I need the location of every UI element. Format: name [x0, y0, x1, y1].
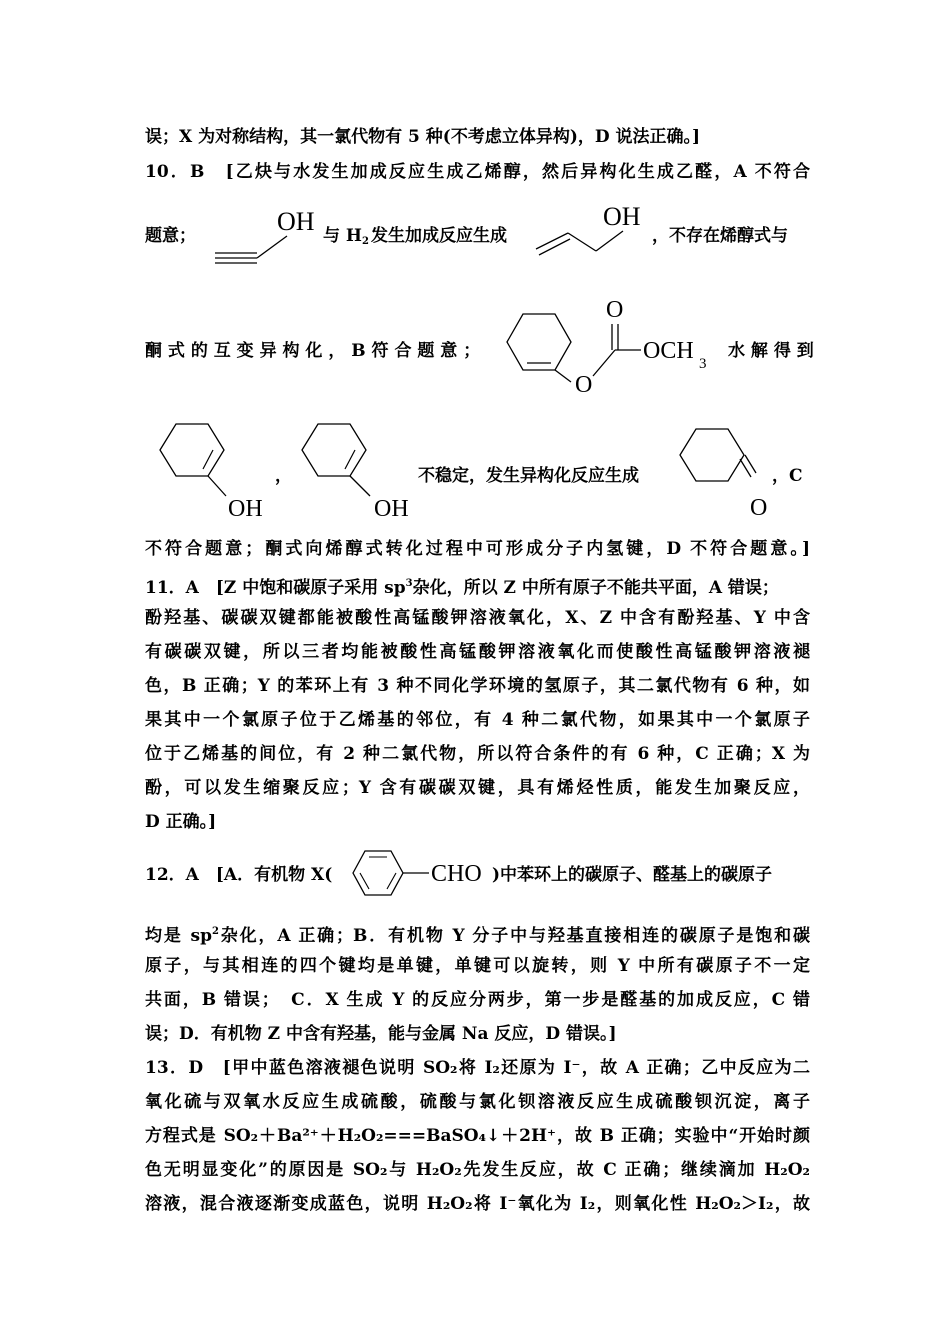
subscript-3: 3 — [699, 356, 707, 372]
cyclohexenol-structure-1 — [148, 420, 273, 525]
text-line: 方程式是 SO₂＋Ba²⁺＋H₂O₂===BaSO₄↓＋2H⁺，故 B 正确；实验中“开始时颜 — [145, 1126, 810, 1146]
text-fragment: 题意； — [145, 226, 196, 246]
text-line: 11．A [Z 中饱和碳原子采用 $sp^3$杂化，所以 Z 中所有原子不能共平面，A 错误； — [145, 578, 779, 598]
text-line: 共面，B 错误； C．X 生成 Y 的反应分两步，第一步是醛基的加成反应，C 错 — [145, 990, 810, 1010]
oh-label: OH — [228, 496, 263, 522]
text-line: 位于乙烯基的间位，有 2 种二氯代物，所以符合条件的有 6 种，C 正确；X 为 — [145, 744, 810, 764]
text-line: 原子，与其相连的四个键均是单键，单键可以旋转，则 Y 中所有碳原子不一定 — [145, 956, 810, 976]
oh-label: OH — [603, 202, 641, 231]
text-fragment: ，不存在烯醇式与 — [652, 226, 788, 246]
o-label: O — [750, 495, 768, 521]
text-line: 13．D [甲中蓝色溶液褪色说明 SO₂将 I₂还原为 I⁻，故 A 正确；乙中反应为二 — [145, 1058, 810, 1078]
text-fragment: 发生加成反应生成 — [371, 226, 507, 246]
text-line: D 正确。] — [145, 812, 217, 832]
text-line: 误；D．有机物 Z 中含有羟基，能与金属 Na 反应，D 错误。] — [145, 1024, 617, 1044]
cho-label: CHO — [431, 861, 482, 887]
o-label: O — [575, 372, 593, 398]
text-fragment: ， — [275, 466, 292, 486]
cyclohexenol-structure-2 — [290, 420, 420, 525]
text-fragment: ，C — [772, 466, 803, 486]
o-label: O — [606, 297, 624, 323]
text-fragment: 酮 式 的 互 变 异 构 化 ， B 符 合 题 意 ； — [145, 341, 481, 361]
text-line: 色，B 正确；Y 的苯环上有 3 种不同化学环境的氢原子，其二氯代物有 6 种，如 — [145, 676, 810, 696]
oh-label: OH — [374, 496, 409, 522]
och-label: OCH — [643, 338, 694, 364]
text-line: 色无明显变化”的原因是 SO₂与 H₂O₂先发生反应，故 C 正确；继续滴加 H₂O₂ — [145, 1160, 810, 1180]
text-line: 酚，可以发生缩聚反应；Y 含有碳碳双键，具有烯烃性质，能发生加聚反应， — [145, 778, 810, 798]
cyclohexanone-structure — [672, 425, 782, 525]
text-fragment: 水 解 得 到 — [728, 341, 814, 361]
text-fragment: 不稳定，发生异构化反应生成 — [418, 466, 639, 486]
benzaldehyde-structure — [345, 843, 495, 903]
propargyl-alcohol-structure — [205, 200, 320, 270]
oh-label: OH — [277, 207, 315, 236]
text-fragment: 12．A [A．有机物 X( — [145, 865, 333, 885]
text-fragment: 与 $H_2$ — [323, 226, 369, 247]
text-line: 均是 $sp^2$杂化，A 正确；B．有机物 Y 分子中与羟基直接相连的碳原子是饱和碳 — [145, 926, 810, 946]
text-line: 溶液，混合液逐渐变成蓝色，说明 H₂O₂将 I⁻氧化为 I₂，则氧化性 H₂O₂＞I₂，故 — [145, 1194, 810, 1214]
text-line: 氧化硫与双氧水反应生成硫酸，硫酸与氯化钡溶液反应生成硫酸钡沉淀，离子 — [145, 1092, 810, 1112]
text-line: 误；X 为对称结构，其一氯代物有 5 种(不考虑立体异构)，D 说法正确。] — [145, 127, 701, 147]
text-line: 有碳碳双键，所以三者均能被酸性高锰酸钾溶液氧化而使酸性高锰酸钾溶液褪 — [145, 642, 810, 662]
text-line: 不符合题意；酮式向烯醇式转化过程中可形成分子内氢键，D 不符合题意。] — [145, 539, 810, 559]
text-line: 果其中一个氯原子位于乙烯基的邻位，有 4 种二氯代物，如果其中一个氯原子 — [145, 710, 810, 730]
cyclohexenyl-carbonate-structure — [495, 290, 725, 402]
allyl-alcohol-structure — [528, 197, 648, 262]
text-fragment: )中苯环上的碳原子、醛基上的碳原子 — [492, 865, 773, 885]
text-line: 酚羟基、碳碳双键都能被酸性高锰酸钾溶液氧化，X、Z 中含有酚羟基、Y 中含 — [145, 608, 810, 628]
text-line: 10．B [乙炔与水发生加成反应生成乙烯醇，然后异构化生成乙醛，A 不符合 — [145, 162, 810, 182]
